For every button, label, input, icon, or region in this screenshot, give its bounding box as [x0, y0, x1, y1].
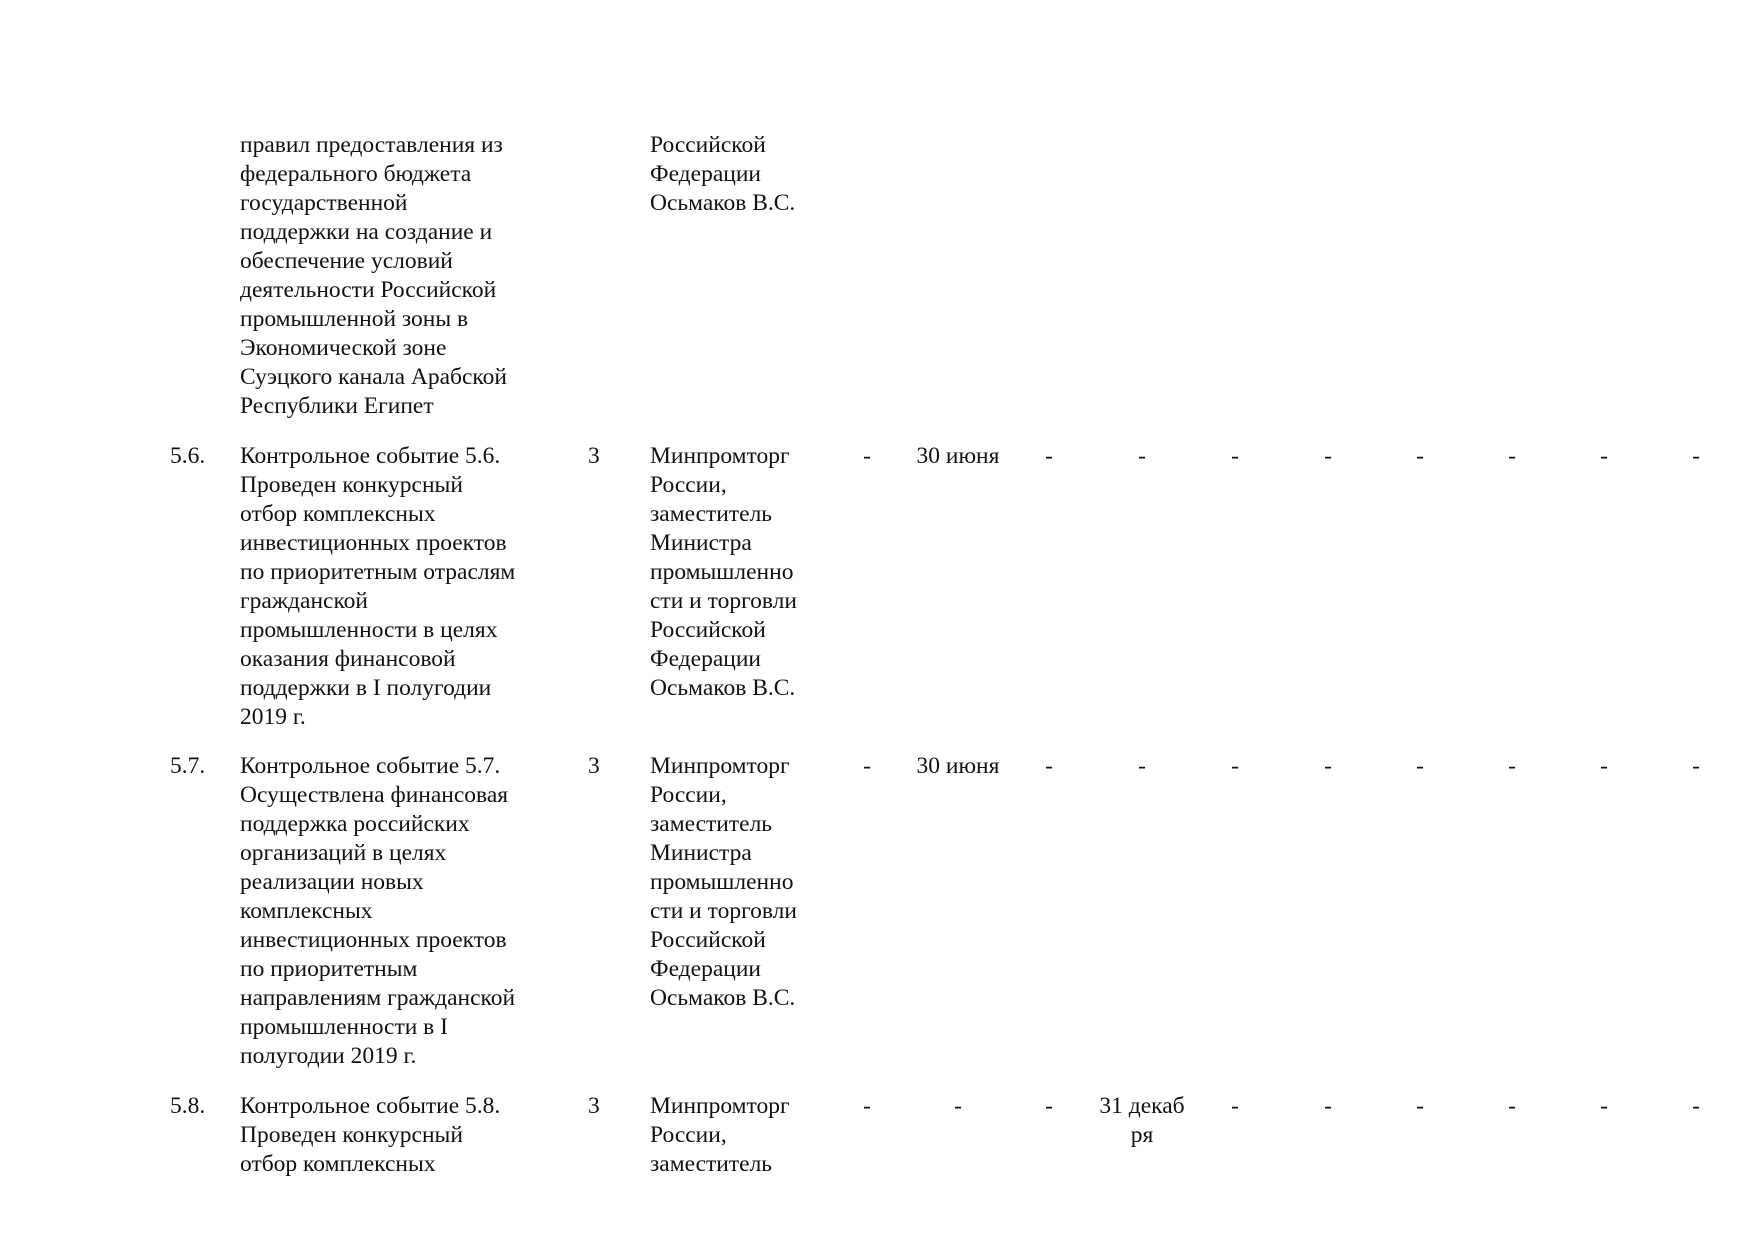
period-cell: - [1416, 1093, 1424, 1119]
text-line: Осьмаков В.С. [650, 190, 796, 216]
period-cell: - [1416, 443, 1424, 469]
text-line: Федерации [650, 161, 761, 187]
row-level: 3 [588, 443, 600, 469]
text-line: федерального бюджета [240, 161, 472, 187]
text-line: Экономической зоне [240, 335, 447, 361]
text-line: сти и торговли [650, 898, 797, 924]
text-line: Российской [650, 617, 766, 643]
text-line: оказания финансовой [240, 646, 456, 672]
text-line: Минпромторг [650, 753, 790, 779]
text-line: промышленной зоны в [240, 306, 469, 332]
period-cell: 31 декабря [1099, 1093, 1185, 1148]
period-cell: - [1045, 753, 1053, 779]
text-line: полугодии 2019 г. [240, 1043, 417, 1069]
text-line: комплексных [240, 898, 373, 924]
text-line: отбор комплексных [240, 501, 436, 527]
row-description [240, 752, 515, 1071]
period-cell: - [863, 753, 871, 779]
text-line: Проведен конкурсный [240, 472, 463, 498]
text-line: поддержки на создание и [240, 219, 493, 245]
text-line: реализации новых [240, 869, 424, 895]
row-description [240, 442, 515, 732]
period-cell: - [1138, 753, 1146, 779]
text-line: России, [650, 1122, 727, 1148]
period-cell: - [1231, 753, 1239, 779]
text-line: Российской [650, 132, 766, 158]
text-line: заместитель [650, 1151, 773, 1177]
text-line: отбор комплексных [240, 1151, 436, 1177]
period-cell: - [1324, 1093, 1332, 1119]
text-line: поддержка российских [240, 811, 470, 837]
text-line: по приоритетным [240, 956, 418, 982]
text-line: инвестиционных проектов [240, 530, 507, 556]
text-line: Контрольное событие 5.8. [240, 1093, 501, 1119]
text-line: Осуществлена финансовая [240, 782, 509, 808]
text-line: России, [650, 472, 727, 498]
text-line: Минпромторг [650, 443, 790, 469]
text-line: Российской [650, 927, 766, 953]
period-cell: - [1508, 753, 1516, 779]
row-level: 3 [588, 1093, 600, 1119]
text-line: заместитель [650, 811, 773, 837]
period-cell: - [863, 1093, 871, 1119]
text-line: поддержки в I полугодии [240, 675, 492, 701]
period-cell: - [1692, 443, 1700, 469]
text-line: гражданской [240, 588, 368, 614]
period-cell: - [1600, 443, 1608, 469]
text-line: Минпромторг [650, 1093, 790, 1119]
text-line: государственной [240, 190, 408, 216]
row-responsible [650, 1092, 790, 1179]
row-number: 5.7. [170, 753, 206, 779]
period-cell: - [1231, 443, 1239, 469]
period-cell: 30 июня [916, 753, 1000, 779]
period-cell: - [1600, 753, 1608, 779]
period-cell: - [1416, 753, 1424, 779]
row-responsible [650, 752, 797, 1013]
period-cell: - [1692, 753, 1700, 779]
top-description [240, 131, 507, 421]
period-cell: - [1600, 1093, 1608, 1119]
text-line: Проведен конкурсный [240, 1122, 463, 1148]
text-line: Осьмаков В.С. [650, 985, 796, 1011]
text-line: Осьмаков В.С. [650, 675, 796, 701]
text-line: заместитель [650, 501, 773, 527]
row-description [240, 1092, 500, 1179]
period-cell: - [1138, 443, 1146, 469]
period-cell: - [1324, 443, 1332, 469]
text-line: инвестиционных проектов [240, 927, 507, 953]
text-line: промышленности в I [240, 1014, 448, 1040]
text-line: обеспечение условий [240, 248, 453, 274]
text-line: Министра [650, 530, 752, 556]
text-line: России, [650, 782, 727, 808]
text-line: сти и торговли [650, 588, 797, 614]
text-line: промышленности в целях [240, 617, 498, 643]
row-responsible [650, 442, 797, 703]
period-cell: - [1508, 1093, 1516, 1119]
text-line: Федерации [650, 956, 761, 982]
row-number: 5.8. [170, 1093, 206, 1119]
text-line: 2019 г. [240, 704, 306, 730]
text-line: организаций в целях [240, 840, 447, 866]
period-cell: - [954, 1093, 962, 1119]
text-line: направлениям гражданской [240, 985, 516, 1011]
text-line: Республики Египет [240, 393, 434, 419]
period-cell: - [1324, 753, 1332, 779]
period-cell: - [1508, 443, 1516, 469]
period-cell: - [863, 443, 871, 469]
period-cell: - [1231, 1093, 1239, 1119]
text-line: промышленно [650, 559, 794, 585]
period-cell: - [1045, 443, 1053, 469]
top-responsible [650, 131, 795, 218]
text-line: Министра [650, 840, 752, 866]
text-line: правил предоставления из [240, 132, 503, 158]
text-line: Федерации [650, 646, 761, 672]
text-line: Суэцкого канала Арабской [240, 364, 507, 390]
period-cell: - [1692, 1093, 1700, 1119]
period-cell: - [1045, 1093, 1053, 1119]
row-level: 3 [588, 753, 600, 779]
text-line: по приоритетным отраслям [240, 559, 516, 585]
text-line: Контрольное событие 5.7. [240, 753, 501, 779]
text-line: деятельности Российской [240, 277, 497, 303]
text-line: промышленно [650, 869, 794, 895]
row-number: 5.6. [170, 443, 206, 469]
text-line: Контрольное событие 5.6. [240, 443, 501, 469]
period-cell: 30 июня [916, 443, 1000, 469]
